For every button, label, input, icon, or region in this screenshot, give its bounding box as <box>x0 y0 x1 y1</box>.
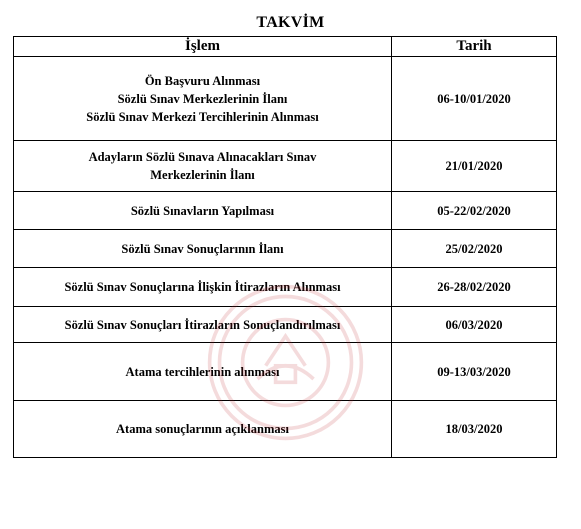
table-row <box>14 57 557 141</box>
document-title: TAKVİM <box>256 14 325 31</box>
islem-cell: Sözlü Sınav Sonuçlarının İlanı <box>14 230 392 268</box>
tarih-cell: 18/03/2020 <box>392 401 557 458</box>
table-row <box>14 401 557 458</box>
islem-cell: Ön Başvuru Alınması Sözlü Sınav Merkezlerinin İlanı Sözlü Sınav Merkezi Tercihlerinin Alınması <box>14 57 392 141</box>
islem-cell: Sözlü Sınavların Yapılması <box>14 192 392 230</box>
tarih-cell: 09-13/03/2020 <box>392 343 557 401</box>
tarih-cell: 26-28/02/2020 <box>392 268 557 307</box>
tarih-cell: 06-10/01/2020 <box>392 57 557 141</box>
header-row <box>14 37 557 57</box>
tarih-cell: 25/02/2020 <box>392 230 557 268</box>
tarih-cell: 05-22/02/2020 <box>392 192 557 230</box>
islem-cell: Sözlü Sınav Sonuçları İtirazların Sonuçlandırılması <box>14 307 392 343</box>
table-row <box>14 192 557 230</box>
tarih-cell: 06/03/2020 <box>392 307 557 343</box>
column-header-tarih: Tarih <box>392 37 557 57</box>
table-row <box>14 141 557 192</box>
tarih-cell: 21/01/2020 <box>392 141 557 192</box>
islem-cell: Adayların Sözlü Sınava Alınacakları Sınav Merkezlerinin İlanı <box>14 141 392 192</box>
islem-cell: Atama sonuçlarının açıklanması <box>14 401 392 458</box>
column-header-islem: İşlem <box>14 37 392 57</box>
table-row <box>14 230 557 268</box>
table-row <box>14 307 557 343</box>
islem-cell: Sözlü Sınav Sonuçlarına İlişkin İtirazların Alınması <box>14 268 392 307</box>
table-row <box>14 268 557 307</box>
calendar-table <box>13 36 557 458</box>
table-row <box>14 343 557 401</box>
islem-cell: Atama tercihlerinin alınması <box>14 343 392 401</box>
